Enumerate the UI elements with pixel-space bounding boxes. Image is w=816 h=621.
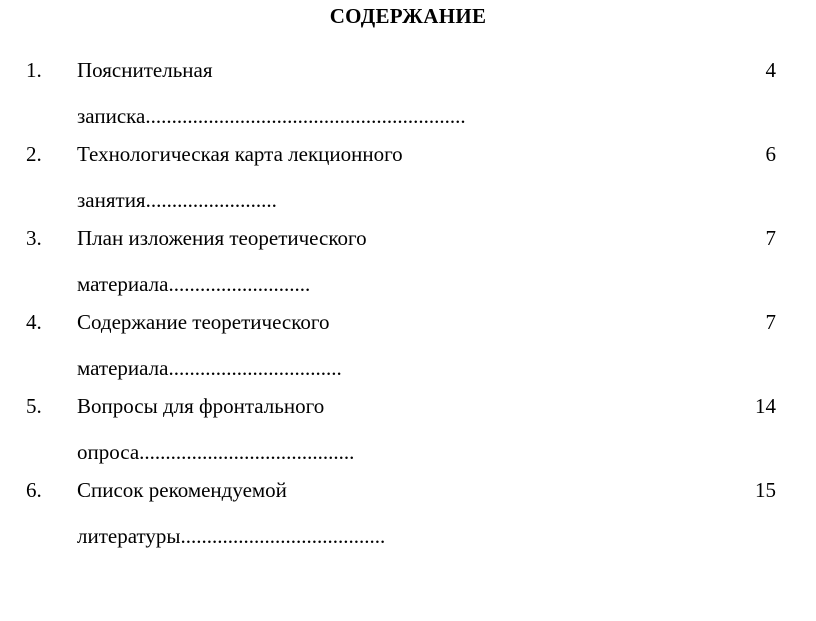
entry-title-continuation: занятия.........................: [77, 188, 277, 212]
toc-entry-5: [0, 392, 816, 476]
entry-title: Содержание теоретического: [77, 310, 330, 334]
entry-number: 5.: [26, 394, 42, 418]
entry-title-continuation: опроса.........................................: [77, 440, 355, 464]
entry-number: 6.: [26, 478, 42, 502]
entry-page-number: 14: [755, 394, 776, 418]
entry-title: Вопросы для фронтального: [77, 394, 325, 418]
table-of-contents: [0, 56, 816, 560]
toc-entry-3: [0, 224, 816, 308]
entry-number: 2.: [26, 142, 42, 166]
entry-number: 4.: [26, 310, 42, 334]
entry-page-number: 15: [755, 478, 776, 502]
entry-number: 3.: [26, 226, 42, 250]
document-title: СОДЕРЖАНИЕ: [329, 4, 487, 28]
entry-title-continuation: записка.............................................................: [77, 104, 466, 128]
toc-entry-4: [0, 308, 816, 392]
entry-title: Список рекомендуемой: [77, 478, 287, 502]
entry-title-continuation: материала.................................: [77, 356, 342, 380]
toc-entry-2: [0, 140, 816, 224]
entry-title-continuation: литературы.......................................: [77, 524, 386, 548]
entry-page-number: 6: [765, 142, 776, 166]
entry-title: Технологическая карта лекционного: [77, 142, 403, 166]
entry-page-number: 4: [765, 58, 776, 82]
entry-number: 1.: [26, 58, 42, 82]
toc-entry-1: [0, 56, 816, 140]
entry-page-number: 7: [765, 226, 776, 250]
toc-entry-6: [0, 476, 816, 560]
entry-page-number: 7: [765, 310, 776, 334]
entry-title: План изложения теоретического: [77, 226, 367, 250]
entry-title: Пояснительная: [77, 58, 213, 82]
entry-title-continuation: материала...........................: [77, 272, 311, 296]
